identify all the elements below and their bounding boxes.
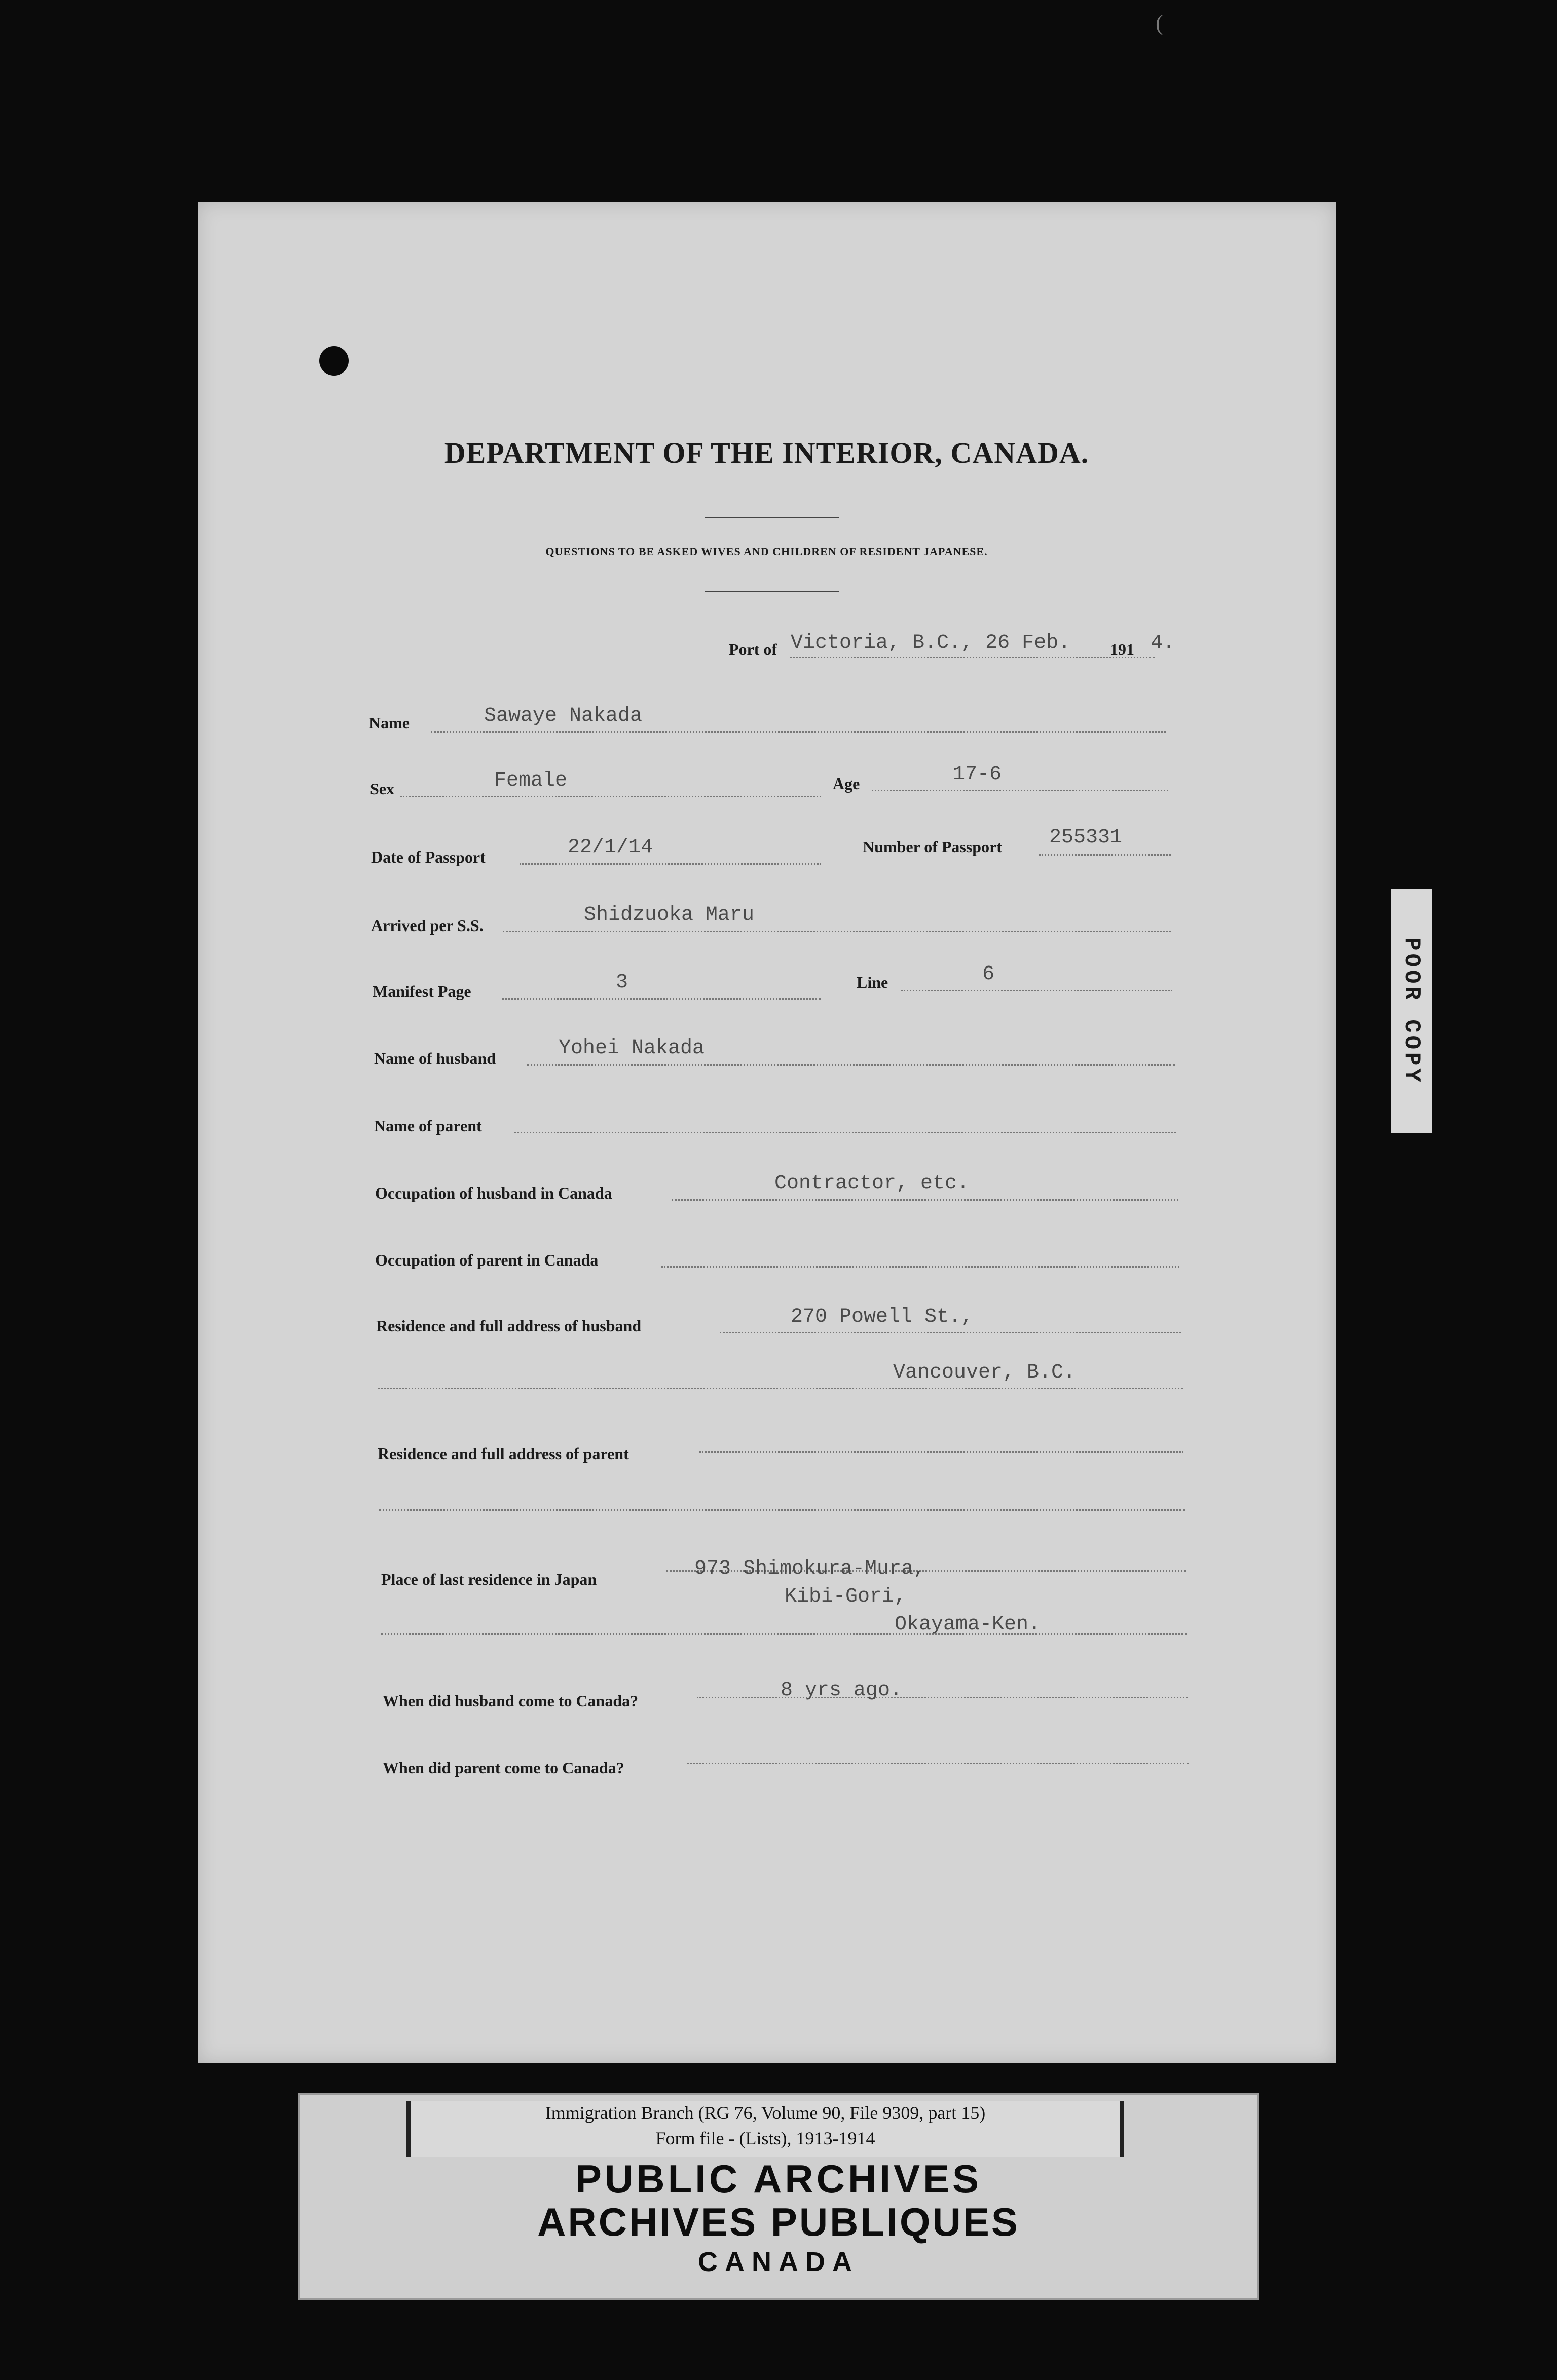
- number-of-passport-line: [1039, 854, 1171, 856]
- line-value: 6: [982, 963, 995, 986]
- last-residence-value-1: 973 Shimokura-Mura,: [694, 1557, 926, 1580]
- age-value: 17-6: [953, 763, 1002, 786]
- residence-parent-label: Residence and full address of parent: [378, 1444, 629, 1463]
- sex-value: Female: [494, 769, 568, 792]
- name-of-husband-value: Yohei Nakada: [559, 1037, 705, 1060]
- residence-husband-line-2: [378, 1388, 1183, 1389]
- date-of-passport-line: [520, 863, 821, 865]
- port-year-prefix: 191: [1110, 640, 1134, 658]
- name-of-husband-line: [527, 1064, 1175, 1066]
- name-of-parent-line: [514, 1132, 1176, 1133]
- husband-came-label: When did husband come to Canada?: [383, 1692, 639, 1710]
- date-of-passport-value: 22/1/14: [568, 836, 653, 859]
- date-of-passport-label: Date of Passport: [371, 848, 486, 866]
- last-residence-value-3: Okayama-Ken.: [895, 1613, 1041, 1636]
- occupation-parent-label: Occupation of parent in Canada: [375, 1251, 599, 1269]
- sex-line: [400, 796, 821, 797]
- form-subtitle: QUESTIONS TO BE ASKED WIVES AND CHILDREN OF RESIDENT JAPANESE.: [545, 545, 988, 558]
- parent-came-label: When did parent come to Canada?: [383, 1759, 624, 1777]
- residence-husband-value-2: Vancouver, B.C.: [893, 1361, 1076, 1384]
- poor-copy-text: POOR COPY: [1399, 937, 1424, 1085]
- archive-reference-line-1: Immigration Branch (RG 76, Volume 90, File 9309, part 15): [545, 2103, 986, 2123]
- page-title: DEPARTMENT OF THE INTERIOR, CANADA.: [444, 436, 1089, 469]
- name-label: Name: [369, 714, 410, 732]
- husband-came-line: [697, 1697, 1188, 1698]
- sex-label: Sex: [370, 779, 394, 798]
- arrived-per-label: Arrived per S.S.: [371, 916, 484, 935]
- occupation-husband-value: Contractor, etc.: [774, 1172, 970, 1195]
- poor-copy-tag: [1391, 889, 1432, 1133]
- parent-came-line: [687, 1763, 1189, 1764]
- number-of-passport-label: Number of Passport: [863, 838, 1002, 856]
- residence-husband-value-1: 270 Powell St.,: [791, 1306, 974, 1328]
- archive-reference-line-2: Form file - (Lists), 1913-1914: [655, 2128, 875, 2148]
- manifest-page-label: Manifest Page: [373, 982, 471, 1000]
- last-residence-value-2: Kibi-Gori,: [785, 1585, 907, 1608]
- subtitle-divider: [705, 591, 839, 592]
- residence-husband-line: [720, 1332, 1181, 1333]
- line-label: Line: [857, 973, 888, 991]
- archive-stamp: [298, 2093, 1259, 2300]
- title-divider: [705, 517, 839, 518]
- arrived-per-value: Shidzuoka Maru: [584, 904, 755, 926]
- age-line: [872, 790, 1168, 791]
- line-line: [901, 990, 1172, 991]
- number-of-passport-value: 255331: [1049, 826, 1123, 849]
- last-residence-label: Place of last residence in Japan: [381, 1570, 597, 1588]
- name-of-husband-label: Name of husband: [374, 1049, 496, 1067]
- arrived-per-line: [503, 931, 1171, 932]
- name-line: [431, 731, 1166, 733]
- port-value: Victoria, B.C., 26 Feb.: [791, 631, 1071, 654]
- archive-name-english: PUBLIC ARCHIVES: [575, 2156, 982, 2201]
- port-label: Port of: [729, 640, 777, 658]
- residence-parent-line-2: [379, 1509, 1185, 1511]
- age-label: Age: [833, 774, 860, 793]
- port-line: [790, 657, 1155, 658]
- manifest-page-line: [502, 998, 821, 1000]
- residence-parent-line: [699, 1451, 1183, 1453]
- archive-reference-tag: [406, 2101, 1124, 2157]
- form-document: [198, 202, 1336, 2063]
- name-of-parent-label: Name of parent: [374, 1117, 482, 1135]
- archive-country: CANADA: [698, 2247, 859, 2277]
- name-value: Sawaye Nakada: [484, 704, 643, 727]
- husband-came-value: 8 yrs ago.: [781, 1679, 903, 1702]
- residence-husband-label: Residence and full address of husband: [376, 1317, 642, 1335]
- punch-hole: [319, 346, 349, 376]
- occupation-husband-label: Occupation of husband in Canada: [375, 1184, 612, 1202]
- occupation-parent-line: [661, 1266, 1179, 1268]
- last-residence-line-2: [381, 1633, 1187, 1635]
- archive-name-french: ARCHIVES PUBLIQUES: [537, 2200, 1020, 2244]
- corner-mark: (: [1156, 11, 1163, 35]
- occupation-husband-line: [672, 1199, 1178, 1201]
- port-year-suffix: 4.: [1151, 631, 1175, 654]
- manifest-page-value: 3: [616, 971, 628, 994]
